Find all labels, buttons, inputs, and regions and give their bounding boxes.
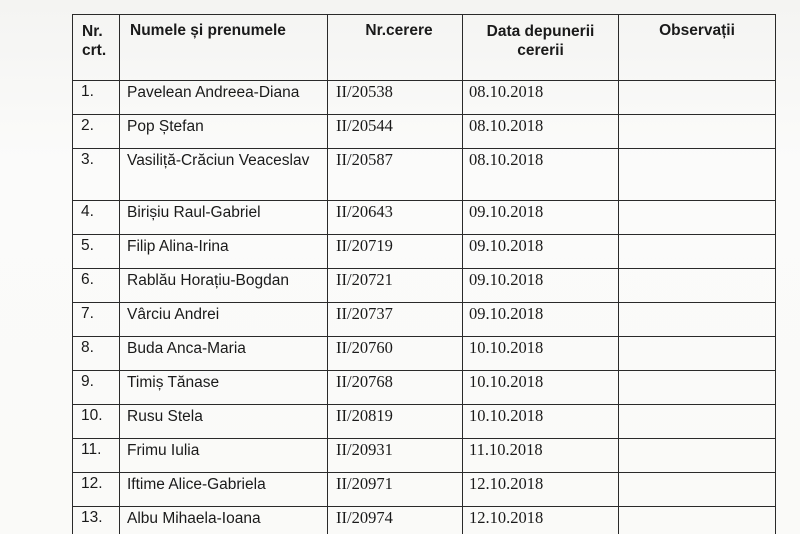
cell-date: 11.10.2018 xyxy=(463,439,619,473)
table-row xyxy=(73,149,776,201)
cell-name: Pop Ștefan xyxy=(120,115,328,149)
table-row xyxy=(73,81,776,115)
cell-date: 08.10.2018 xyxy=(463,149,619,201)
table-row xyxy=(73,405,776,439)
table-header-row xyxy=(73,15,776,81)
table-row xyxy=(73,439,776,473)
cell-date: 10.10.2018 xyxy=(463,337,619,371)
cell-observations xyxy=(619,201,776,235)
cell-nr: 1. xyxy=(73,81,120,115)
cell-observations xyxy=(619,81,776,115)
applications-table xyxy=(72,14,776,534)
cell-name: Frimu Iulia xyxy=(120,439,328,473)
cell-request-number: II/20721 xyxy=(328,269,463,303)
cell-observations xyxy=(619,473,776,507)
cell-name: Rablău Horațiu-Bogdan xyxy=(120,269,328,303)
cell-nr: 13. xyxy=(73,507,120,534)
cell-name: Birișiu Raul-Gabriel xyxy=(120,201,328,235)
cell-date: 12.10.2018 xyxy=(463,507,619,534)
cell-name: Vasiliță-Crăciun Veaceslav xyxy=(120,149,328,201)
cell-date: 09.10.2018 xyxy=(463,201,619,235)
table-row xyxy=(73,303,776,337)
cell-request-number: II/20538 xyxy=(328,81,463,115)
cell-date: 10.10.2018 xyxy=(463,371,619,405)
cell-request-number: II/20719 xyxy=(328,235,463,269)
cell-name: Filip Alina-Irina xyxy=(120,235,328,269)
cell-name: Vârciu Andrei xyxy=(120,303,328,337)
cell-date: 09.10.2018 xyxy=(463,303,619,337)
cell-observations xyxy=(619,115,776,149)
cell-observations xyxy=(619,337,776,371)
cell-nr: 2. xyxy=(73,115,120,149)
cell-request-number: II/20819 xyxy=(328,405,463,439)
cell-observations xyxy=(619,269,776,303)
header-request-number: Nr.cerere xyxy=(328,15,463,81)
cell-nr: 10. xyxy=(73,405,120,439)
cell-date: 09.10.2018 xyxy=(463,269,619,303)
cell-request-number: II/20643 xyxy=(328,201,463,235)
cell-observations xyxy=(619,371,776,405)
cell-name: Timiș Tănase xyxy=(120,371,328,405)
cell-request-number: II/20974 xyxy=(328,507,463,534)
cell-request-number: II/20931 xyxy=(328,439,463,473)
cell-nr: 3. xyxy=(73,149,120,201)
cell-observations xyxy=(619,439,776,473)
cell-observations xyxy=(619,507,776,534)
cell-nr: 8. xyxy=(73,337,120,371)
header-observations: Observații xyxy=(619,15,776,81)
cell-name: Albu Mihaela-Ioana xyxy=(120,507,328,534)
header-submission-date: Data depunerii cererii xyxy=(463,15,619,81)
cell-observations xyxy=(619,235,776,269)
table-row xyxy=(73,235,776,269)
cell-name: Iftime Alice-Gabriela xyxy=(120,473,328,507)
cell-date: 12.10.2018 xyxy=(463,473,619,507)
cell-nr: 7. xyxy=(73,303,120,337)
cell-date: 09.10.2018 xyxy=(463,235,619,269)
table-row xyxy=(73,337,776,371)
header-name: Numele și prenumele xyxy=(120,15,328,81)
cell-nr: 4. xyxy=(73,201,120,235)
table-row xyxy=(73,269,776,303)
cell-observations xyxy=(619,303,776,337)
cell-request-number: II/20544 xyxy=(328,115,463,149)
cell-request-number: II/20768 xyxy=(328,371,463,405)
cell-name: Rusu Stela xyxy=(120,405,328,439)
cell-date: 08.10.2018 xyxy=(463,115,619,149)
table-row xyxy=(73,371,776,405)
cell-date: 10.10.2018 xyxy=(463,405,619,439)
cell-nr: 12. xyxy=(73,473,120,507)
cell-request-number: II/20971 xyxy=(328,473,463,507)
cell-nr: 5. xyxy=(73,235,120,269)
cell-date: 08.10.2018 xyxy=(463,81,619,115)
cell-request-number: II/20760 xyxy=(328,337,463,371)
cell-nr: 11. xyxy=(73,439,120,473)
table-row xyxy=(73,115,776,149)
header-nr-crt: Nr. crt. xyxy=(73,15,120,81)
cell-request-number: II/20737 xyxy=(328,303,463,337)
cell-nr: 9. xyxy=(73,371,120,405)
cell-name: Pavelean Andreea-Diana xyxy=(120,81,328,115)
cell-observations xyxy=(619,149,776,201)
cell-name: Buda Anca-Maria xyxy=(120,337,328,371)
cell-request-number: II/20587 xyxy=(328,149,463,201)
table-row xyxy=(73,473,776,507)
table-row xyxy=(73,201,776,235)
table-row xyxy=(73,507,776,534)
cell-observations xyxy=(619,405,776,439)
cell-nr: 6. xyxy=(73,269,120,303)
